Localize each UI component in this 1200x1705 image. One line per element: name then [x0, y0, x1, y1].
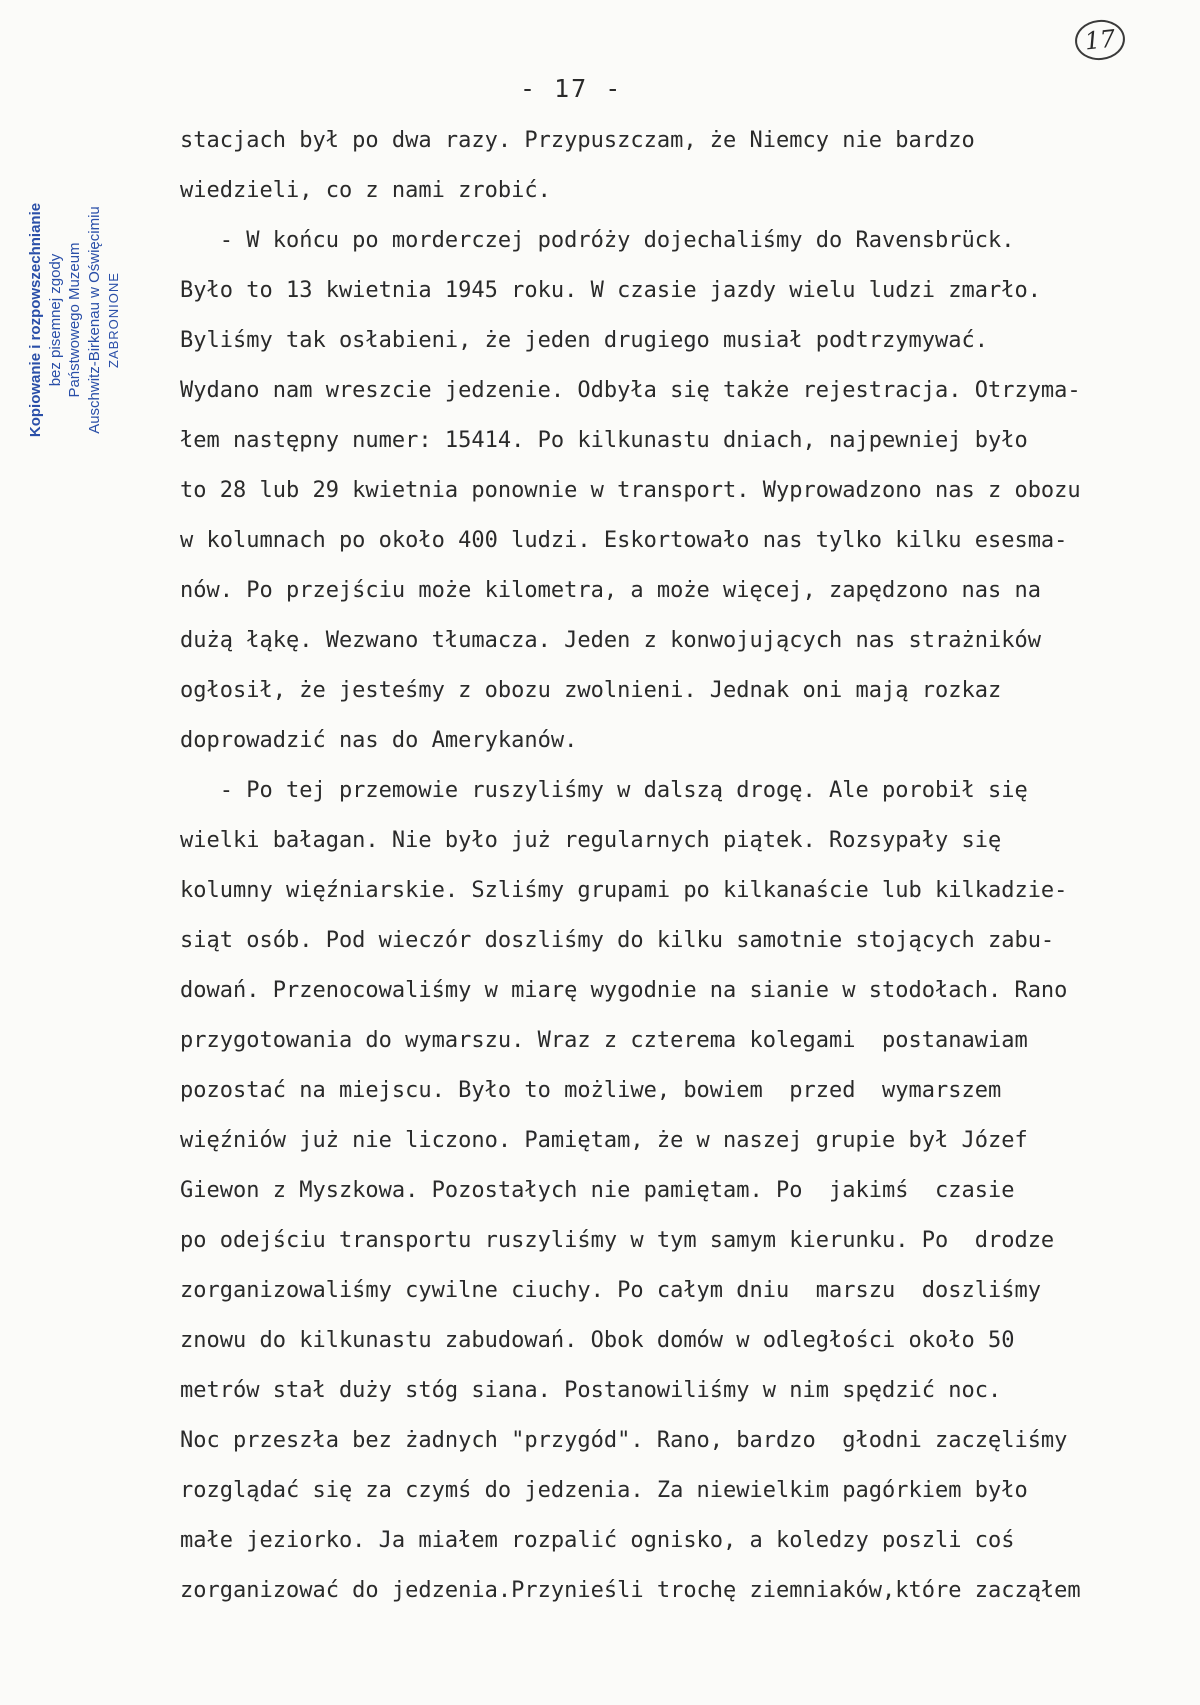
stamp-line: bez pisemnej zgody: [46, 253, 64, 387]
stamp-line: Kopiowanie i rozpowszechnianie: [27, 202, 44, 438]
text-line: stacjach był po dwa razy. Przypuszczam, że Niemcy nie bardzo: [180, 128, 975, 153]
stamp-line: Państwowego Muzeum: [66, 242, 83, 398]
text-line: łem następny numer: 15414. Po kilkunastu dniach, najpewniej było: [180, 428, 1028, 453]
text-line: to 28 lub 29 kwietnia ponownie w transport. Wyprowadzono nas z obozu: [180, 478, 1081, 503]
text-line: doprowadzić nas do Amerykanów.: [180, 728, 578, 753]
text-line: metrów stał duży stóg siana. Postanowiliśmy w nim spędzić noc.: [180, 1378, 1002, 1403]
text-line: Byliśmy tak osłabieni, że jeden drugiego musiał podtrzymywać.: [180, 328, 988, 353]
text-line: kolumny więźniarskie. Szliśmy grupami po kilkanaście lub kilkadzie-: [180, 878, 1068, 903]
text-line: siąt osób. Pod wieczór doszliśmy do kilku samotnie stojących zabu-: [180, 928, 1055, 953]
page-number: - 17 -: [520, 74, 623, 103]
text-line: nów. Po przejściu może kilometra, a może więcej, zapędzono nas na: [180, 578, 1041, 603]
stamp-line: ZABRONIONE: [106, 272, 121, 368]
text-line: ogłosił, że jesteśmy z obozu zwolnieni. Jednak oni mają rozkaz: [180, 678, 1002, 703]
text-line: małe jeziorko. Ja miałem rozpalić ognisko, a koledzy poszli coś: [180, 1528, 1015, 1553]
text-line: Giewon z Myszkowa. Pozostałych nie pamiętam. Po jakimś czasie: [180, 1178, 1015, 1203]
text-line: znowu do kilkunastu zabudowań. Obok domów w odległości około 50: [180, 1328, 1015, 1353]
text-line: pozostać na miejscu. Było to możliwe, bowiem przed wymarszem: [180, 1078, 1002, 1103]
text-line: przygotowania do wymarszu. Wraz z czterema kolegami postanawiam: [180, 1028, 1028, 1053]
text-line: po odejściu transportu ruszyliśmy w tym samym kierunku. Po drodze: [180, 1228, 1055, 1253]
text-line: Było to 13 kwietnia 1945 roku. W czasie jazdy wielu ludzi zmarło.: [180, 278, 1041, 303]
text-line: więźniów już nie liczono. Pamiętam, że w naszej grupie był Józef: [180, 1128, 1028, 1153]
folio-number: 17: [1073, 17, 1127, 62]
stamp-line: Auschwitz-Birkenau w Oświęcimiu: [85, 206, 103, 434]
text-line: - Po tej przemowie ruszyliśmy w dalszą drogę. Ale porobił się: [180, 778, 1028, 803]
text-line: dużą łąkę. Wezwano tłumacza. Jeden z konwojujących nas strażników: [180, 628, 1041, 653]
text-line: wielki bałagan. Nie było już regularnych piątek. Rozsypały się: [180, 828, 1002, 853]
text-line: rozglądać się za czymś do jedzenia. Za niewielkim pagórkiem było: [180, 1478, 1028, 1503]
text-line: Wydano nam wreszcie jedzenie. Odbyła się także rejestracja. Otrzyma-: [180, 378, 1081, 403]
archive-stamp: [26, 185, 124, 455]
text-line: - W końcu po morderczej podróży dojechaliśmy do Ravensbrück.: [180, 228, 1015, 253]
text-line: zorganizowaliśmy cywilne ciuchy. Po całym dniu marszu doszliśmy: [180, 1278, 1041, 1303]
text-line: zorganizować do jedzenia.Przynieśli trochę ziemniaków,które zacząłem: [180, 1578, 1081, 1603]
text-line: wiedzieli, co z nami zrobić.: [180, 178, 551, 203]
text-line: w kolumnach po około 400 ludzi. Eskortowało nas tylko kilku esesma-: [180, 528, 1068, 553]
text-line: dowań. Przenocowaliśmy w miarę wygodnie na sianie w stodołach. Rano: [180, 978, 1068, 1003]
text-line: Noc przeszła bez żadnych "przygód". Rano, bardzo głodni zaczęliśmy: [180, 1428, 1068, 1453]
typed-body-text: [180, 116, 1185, 1616]
